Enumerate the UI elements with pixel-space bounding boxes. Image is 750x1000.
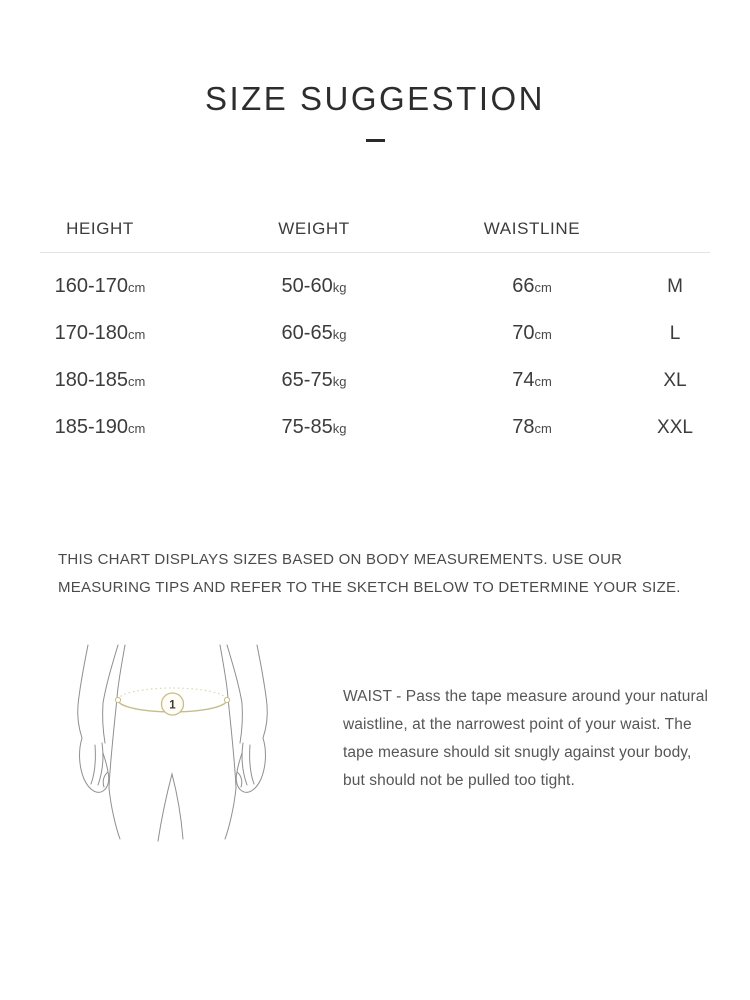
waistline-cell: 70cm bbox=[512, 322, 552, 344]
waist-instruction: WAIST - Pass the tape measure around your natural waistline, at the narrowest point of your waist. The tape measure should sit snugly against your body, but should not be pulled too tight. bbox=[343, 688, 709, 789]
page-title: SIZE SUGGESTION bbox=[204, 80, 546, 117]
waistline-cell: 74cm bbox=[512, 369, 552, 391]
column-header-waistline: WAISTLINE bbox=[483, 219, 581, 238]
height-cell: 185-190cm bbox=[54, 416, 146, 438]
waistline-cell: 66cm bbox=[512, 275, 552, 297]
column-header-size-blank bbox=[596, 206, 750, 252]
column-header-weight: WEIGHT bbox=[278, 219, 350, 238]
measurement-note: THIS CHART DISPLAYS SIZES BASED ON BODY MEASUREMENTS. USE OUR MEASURING TIPS AND REFER TO THE SKETCH BELOW TO DETERMINE YOUR SIZE. bbox=[58, 551, 681, 596]
waistline-cell: 78cm bbox=[512, 416, 552, 438]
size-cell: M bbox=[667, 276, 683, 297]
weight-cell: 50-60kg bbox=[281, 275, 347, 297]
table-row bbox=[0, 357, 750, 404]
size-cell: XL bbox=[663, 370, 687, 391]
size-table bbox=[0, 206, 750, 252]
title-block bbox=[0, 80, 750, 142]
column-header-height: HEIGHT bbox=[66, 219, 134, 238]
table-row bbox=[0, 263, 750, 310]
height-cell: 170-180cm bbox=[54, 322, 146, 344]
weight-cell: 75-85kg bbox=[281, 416, 347, 438]
height-cell: 160-170cm bbox=[54, 275, 146, 297]
table-row bbox=[0, 310, 750, 357]
size-cell: L bbox=[669, 323, 681, 344]
title-dash-divider bbox=[366, 139, 385, 142]
body-outline bbox=[78, 645, 268, 841]
waist-marker bbox=[162, 693, 184, 715]
table-header-divider bbox=[40, 252, 710, 253]
height-cell: 180-185cm bbox=[54, 369, 146, 391]
table-row bbox=[0, 404, 750, 451]
waist-marker-label: 1 bbox=[169, 699, 176, 712]
size-table-body bbox=[0, 263, 750, 451]
weight-cell: 60-65kg bbox=[281, 322, 347, 344]
size-cell: XXL bbox=[657, 417, 693, 438]
size-table-header bbox=[0, 206, 750, 252]
weight-cell: 65-75kg bbox=[281, 369, 347, 391]
body-sketch-figure bbox=[57, 643, 292, 871]
